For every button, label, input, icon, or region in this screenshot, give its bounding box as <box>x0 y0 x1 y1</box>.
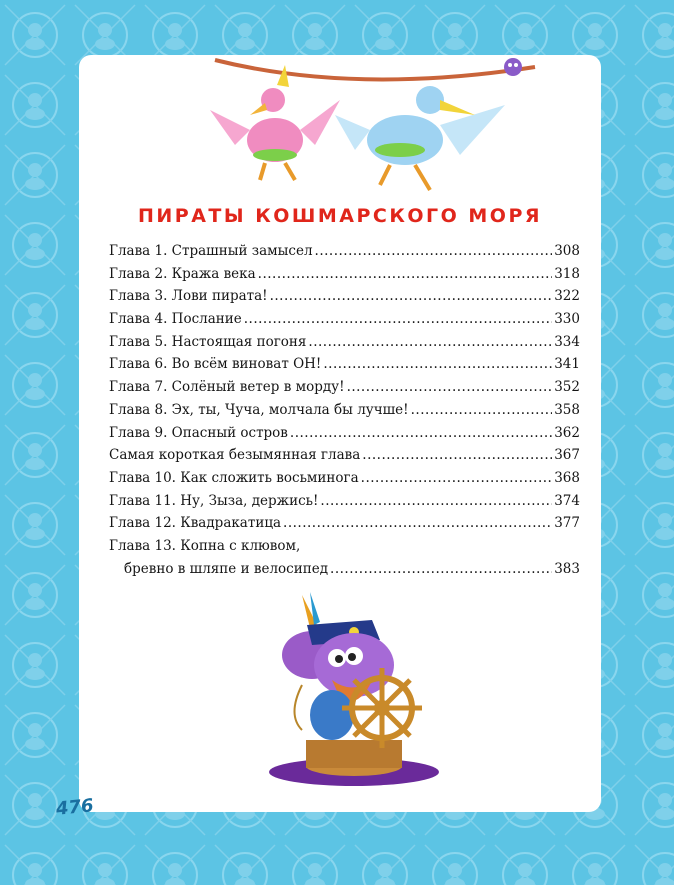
toc-label: Глава 10. Как сложить восьминога <box>109 469 359 486</box>
toc-item <box>109 467 580 490</box>
toc-item <box>109 512 580 535</box>
toc-label: Самая короткая безымянная глава <box>109 447 361 464</box>
table-of-contents <box>109 240 580 580</box>
toc-page: 367 <box>554 447 580 464</box>
toc-label: Глава 12. Квадракатица <box>109 515 282 532</box>
toc-label: Глава 4. Послание <box>109 311 242 328</box>
pirate-mouse-at-ship-wheel-illustration <box>262 590 447 790</box>
toc-item <box>109 263 580 286</box>
toc-label: Глава 8. Эх, ты, Чуча, молчала бы лучше! <box>109 401 409 418</box>
page-number: 476 <box>55 795 95 820</box>
toc-label: Глава 13. Копна с клювом, <box>109 537 301 554</box>
toc-item <box>109 376 580 399</box>
toc-item-continued <box>109 558 580 581</box>
toc-page: 334 <box>554 333 580 350</box>
toc-label: Глава 9. Опасный остров <box>109 424 288 441</box>
toc-item <box>109 535 580 558</box>
toc-page: 308 <box>554 243 580 259</box>
toc-label: Глава 6. Во всём виноват ОН! <box>109 356 322 373</box>
toc-page: 318 <box>554 265 580 282</box>
toc-label: Глава 5. Настоящая погоня <box>109 333 307 350</box>
toc-label: Глава 11. Ну, Зыза, держись! <box>109 492 319 509</box>
pink-bird-icon <box>210 65 340 180</box>
toc-item <box>109 353 580 376</box>
toc-item <box>109 308 580 331</box>
toc-label: Глава 2. Кража века <box>109 265 256 282</box>
toc-item <box>109 399 580 422</box>
toc-item <box>109 285 580 308</box>
toc-label: Глава 3. Лови пирата! <box>109 288 268 305</box>
toc-page: 362 <box>554 424 580 441</box>
toc-page: 383 <box>554 560 580 577</box>
toc-page: 374 <box>554 492 580 509</box>
toc-label: Глава 7. Солёный ветер в морду! <box>109 379 345 396</box>
toc-label: бревно в шляпе и велосипед <box>124 560 329 577</box>
toc-page: 377 <box>554 515 580 532</box>
ship-wheel-icon <box>342 668 422 748</box>
blue-bird-icon <box>335 86 505 190</box>
toc-page: 330 <box>554 311 580 328</box>
small-purple-bird-icon <box>504 58 522 76</box>
toc-item <box>109 490 580 513</box>
toc-item <box>109 422 580 445</box>
toc-page: 322 <box>554 288 580 305</box>
toc-page: 368 <box>554 469 580 486</box>
toc-item <box>109 331 580 354</box>
toc-page: 341 <box>554 356 580 373</box>
toc-item <box>109 240 580 263</box>
toc-page: 358 <box>554 401 580 418</box>
page-title: ПИРАТЫ КОШМАРСКОГО МОРЯ <box>138 205 542 227</box>
toc-page: 352 <box>554 379 580 396</box>
toc-label: Глава 1. Страшный замысел <box>109 243 313 259</box>
toc-item <box>109 444 580 467</box>
birds-on-rope-illustration <box>205 55 545 205</box>
